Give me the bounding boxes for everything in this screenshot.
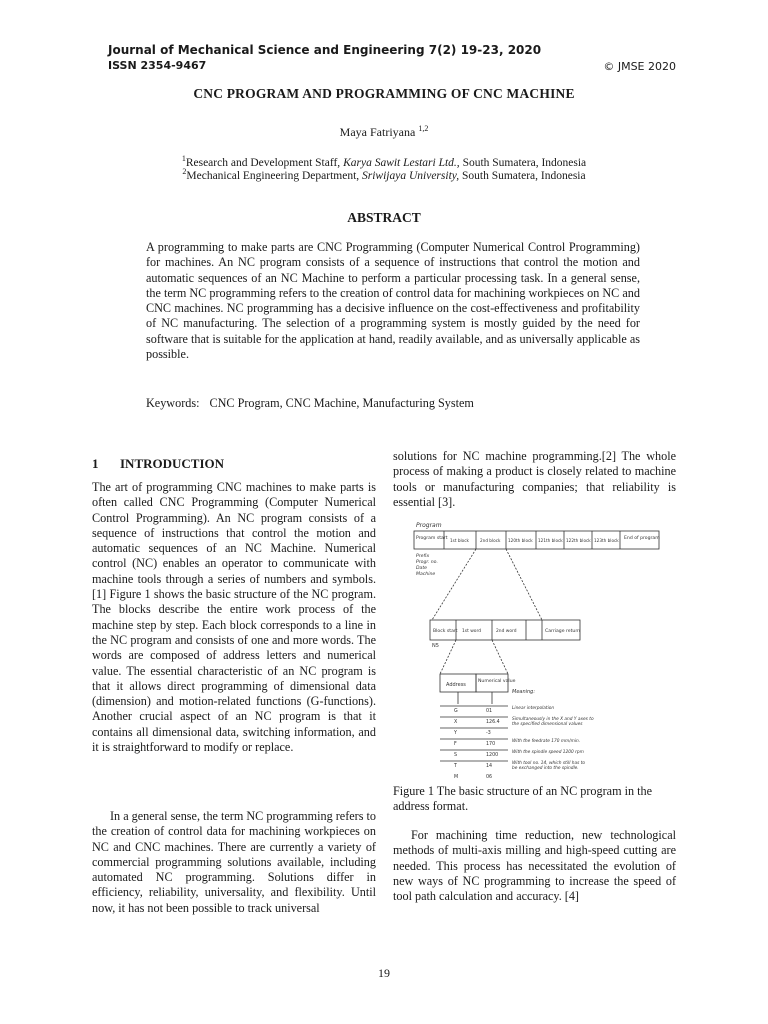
section-heading-introduction — [92, 456, 224, 472]
figure-label-meaning: Meaning: — [512, 689, 536, 695]
page-number: 19 — [378, 966, 390, 980]
figure-row-meaning-5: With the spindle speed 1200 rpm — [512, 750, 584, 755]
intro-paragraph-2: In a general sense, the term NC programming refers to the creation of control data for machining workpieces on NC and CNC machines. There are currently a variety of commercial programming solutions available, including automated NC programming. Solutions differ in efficiency, reliability, universality, and flexibility. Until now, it has not been possible to track universal — [92, 809, 377, 915]
figure-row-address-2: X — [454, 720, 458, 725]
affiliation-2-marker: 2 — [182, 167, 187, 176]
section-number: 1 — [92, 456, 99, 471]
affiliation-1-location: South Sumatera, Indonesia — [459, 156, 587, 169]
figure-block-1: 1st block — [450, 538, 469, 543]
figure-1-caption: Figure 1 The basic structure of an NC program in the address format. — [393, 784, 653, 814]
figure-label-program: Program — [416, 522, 442, 529]
affiliation-2-role: Mechanical Engineering Department, — [186, 169, 363, 182]
figure-row-value-4: 170 — [486, 742, 496, 747]
figure-row-address-6: T — [454, 764, 457, 769]
keywords-line — [146, 396, 474, 411]
figure-label-n5: N5 — [432, 643, 439, 649]
figure-label-address: Address — [446, 682, 466, 688]
figure-label-program-start: Program start — [416, 536, 448, 541]
figure-row-address-3: Y — [454, 731, 457, 736]
abstract-text: A programming to make parts are CNC Programming (Computer Numerical Control Programming) for machines. An NC program consists of a sequence of instructions that control the motion and automatic sequences of an NC Machine to perform a particular processing task. In a general sense, the term NC programming refers to the creation of control data for machining workpieces on NC and CNC machines. NC programming has a decisive influence on the cost-effectiveness and profitability of NC manufacturing. The selection of a programming system is mostly guided by the need for software that is suitable for the application at hand, readily available, and as universally applicable as possible. — [146, 240, 640, 362]
author-line — [0, 124, 768, 140]
figure-prefix-2: Progr. no. — [416, 560, 438, 565]
figure-row-meaning-6: With tool no. 14, which still has to — [512, 761, 586, 766]
intro-paragraph-2-continued: solutions for NC machine programming.[2] The whole process of making a product is closely related to machine tools or manufacturing companies; that reliability is essential [3]. — [393, 449, 676, 509]
affiliation-1-marker: 1 — [181, 154, 186, 163]
issn-number: ISSN 2354-9467 — [108, 59, 207, 72]
keywords-label: Keywords: — [146, 396, 200, 410]
figure-row-address-5: S — [454, 753, 458, 758]
figure-label-end: End of program — [624, 536, 660, 541]
figure-row-meaning-6: be exchanged into the spindle. — [512, 766, 579, 771]
affiliation-1-institution: Karya Sawit Lestari Ltd., — [343, 156, 460, 169]
intro-paragraph-1: The art of programming CNC machines to make parts is often called CNC Programming (Computer Numerical Control Programming). An NC program consists of a sequence of instructions that control the motion and automatic sequences of an NC Machine. Numerical control (NC) enables an operator to communicate with machine tools through a series of numbers and symbols.[1] Figure 1 shows the basic structure of the NC program. The blocks describe the entire work process of the machine step by step. Each block corresponds to a line in the NC program and consists of one and more words. The words are composed of address letters and numerical value. The essential characteristic of an NC program is that it allows direct programming of dimensional data (dimension) and motion-related functions (G-functions). Another crucial aspect of an NC program is that it contains all dimensional data, switching information, and it is straightforward to modify or replace. — [92, 480, 376, 755]
figure-row-value-7: 06 — [486, 775, 493, 780]
figure-row-meaning-4: With the feedrate 170 mm/min. — [512, 739, 581, 744]
figure-prefix-3: Date — [416, 566, 427, 571]
figure-block-2: 2nd block — [480, 538, 501, 543]
figure-row-value-6: 14 — [486, 764, 493, 769]
figure-prefix-4: Machine — [416, 572, 436, 577]
figure-row-address-7: M — [454, 775, 459, 780]
figure-label-numerical-value: Numerical value — [478, 679, 516, 684]
keywords-value: CNC Program, CNC Machine, Manufacturing System — [209, 396, 474, 410]
figure-label-carriage-return: Carriage return — [545, 629, 581, 634]
figure-row-value-1: 01 — [486, 709, 493, 714]
figure-row-meaning-1: Linear interpolation — [512, 706, 555, 711]
affiliation-2-location: South Sumatera, Indonesia — [459, 169, 586, 182]
figure-block-121: 121th block — [538, 538, 563, 543]
figure-row-value-3: -3 — [486, 731, 491, 736]
section-title: INTRODUCTION — [120, 456, 225, 471]
figure-word-2: 2nd word — [496, 629, 517, 634]
figure-block-123: 123th block — [594, 538, 619, 543]
figure-row-meaning-2: the specified dimensional values — [512, 722, 583, 727]
figure-address-table — [453, 705, 594, 780]
paper-title: CNC PROGRAM AND PROGRAMMING OF CNC MACHINE — [193, 86, 575, 101]
figure-label-block-start: Block start — [433, 629, 458, 634]
figure-row-address-1: G — [454, 709, 458, 714]
figure-block-122: 122th block — [566, 538, 591, 543]
figure-1-nc-program-structure — [410, 516, 665, 780]
intro-paragraph-3: For machining time reduction, new technological methods of multi-axis milling and high-speed cutting are needed. This process has necessitated the evolution of new ways of NC programming to increase the speed of tool path calculation and accuracy. [4] — [393, 828, 676, 904]
figure-row-value-5: 1200 — [486, 753, 499, 758]
figure-row-address-4: F — [454, 742, 457, 747]
affiliation-2 — [0, 167, 768, 182]
figure-word-1: 1st word — [462, 629, 481, 634]
figure-1-diagram — [410, 516, 665, 780]
copyright-notice: © JMSE 2020 — [603, 60, 676, 73]
figure-block-120: 120th block — [508, 538, 533, 543]
figure-prefix-1: Prefix — [416, 554, 430, 559]
author-name: Maya Fatriyana — [339, 125, 416, 139]
author-superscript: 1,2 — [418, 124, 429, 133]
affiliation-1-role: Research and Development Staff, — [185, 156, 344, 169]
abstract-heading: ABSTRACT — [347, 210, 421, 225]
figure-row-meaning-2: Simultaneously in the X and Y axes to — [512, 717, 594, 722]
journal-citation: Journal of Mechanical Science and Engineering 7(2) 19-23, 2020 — [108, 43, 542, 57]
figure-row-value-2: 126.4 — [486, 720, 500, 725]
affiliation-2-institution: Sriwijaya University, — [362, 169, 460, 182]
